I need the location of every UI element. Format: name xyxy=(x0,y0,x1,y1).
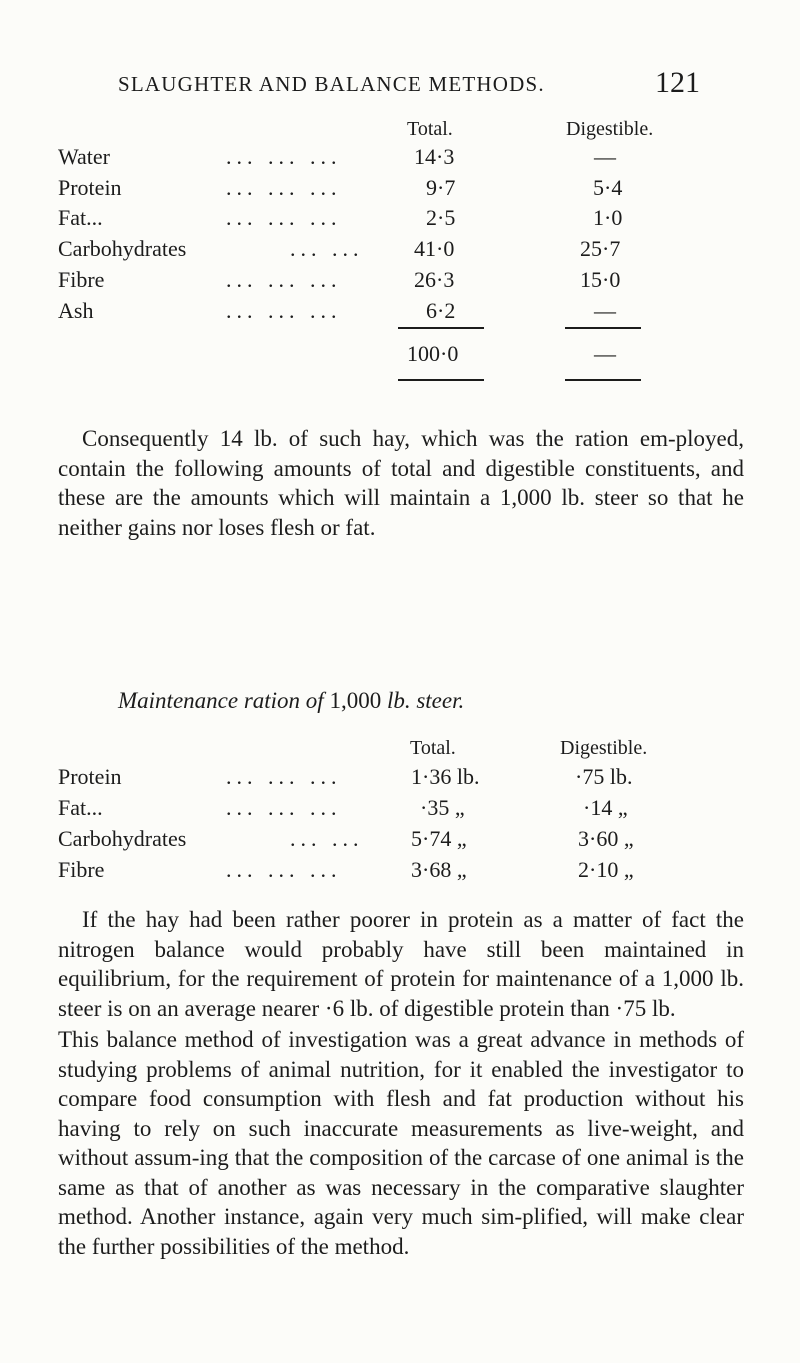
row-label: Carbohydrates xyxy=(58,826,187,851)
col-total-header: Total. xyxy=(410,737,456,759)
total-value: 41·0 xyxy=(414,236,455,261)
row-label: Fat... xyxy=(58,795,103,820)
digestible-value: — xyxy=(594,298,616,323)
row-label: Fibre xyxy=(58,267,105,292)
digestible-value: — xyxy=(594,144,616,169)
caption-text: Maintenance ration of xyxy=(118,688,330,713)
leader-dots: ... ... xyxy=(290,236,364,261)
digestible-value: 25·7 xyxy=(580,236,621,261)
row-label: Carbohydrates xyxy=(58,236,187,261)
paragraph: Consequently 14 lb. of such hay, which was the ration em-ployed, contain the following amounts of total and digestible constituents, and these are the amounts which will maintain a 1,000 lb. steer so that he neither gains nor loses flesh or fat. xyxy=(58,426,744,540)
row-label: Protein xyxy=(58,175,122,200)
total-value: 5·74 „ xyxy=(411,826,467,851)
sum-rule-total xyxy=(398,327,484,329)
total-value: 6·2 xyxy=(426,298,456,323)
running-title: SLAUGHTER AND BALANCE METHODS. xyxy=(118,72,545,96)
bottom-rule-total xyxy=(398,379,484,381)
sum-total-value: 100·0 xyxy=(407,341,459,366)
row-label: Fat... xyxy=(58,205,103,230)
col-digestible-header: Digestible. xyxy=(560,737,648,759)
caption-text: lb. steer. xyxy=(381,688,465,713)
leader-dots: ... ... ... xyxy=(226,175,342,200)
leader-dots: ... ... ... xyxy=(226,298,342,323)
sum-rule-digestible xyxy=(565,327,641,329)
row-label: Fibre xyxy=(58,857,105,882)
leader-dots: ... ... ... xyxy=(226,267,342,292)
paragraph: This balance method of investigation was a great advance in methods of studying problems of animal nutrition, for it enabled the investigator to compare food consumption with flesh and fat production without his having to rely on such inaccurate measurements as live-weight, and without assum-ing that the composition of the carcase of one animal is the same as that of another as was necessary in the comparative slaughter method. Another instance, again very much sim-plified, will make clear the further possibilities of the method. xyxy=(58,1027,744,1259)
leader-dots: ... ... ... xyxy=(226,144,342,169)
leader-dots: ... ... ... xyxy=(226,764,342,789)
digestible-value: ·14 „ xyxy=(583,795,628,820)
digestible-value: 15·0 xyxy=(580,267,621,292)
total-value: 9·7 xyxy=(426,175,456,200)
row-label: Protein xyxy=(58,764,122,789)
total-value: 3·68 „ xyxy=(411,857,467,882)
leader-dots: ... ... ... xyxy=(226,857,342,882)
table-caption xyxy=(118,688,464,714)
bottom-rule-digestible xyxy=(565,379,641,381)
sum-digestible-value: — xyxy=(594,341,616,366)
leader-dots: ... ... ... xyxy=(226,205,342,230)
digestible-value: ·75 lb. xyxy=(575,764,633,789)
row-label: Water xyxy=(58,144,110,169)
total-value: 14·3 xyxy=(414,144,455,169)
page-number: 121 xyxy=(655,66,700,99)
digestible-value: 3·60 „ xyxy=(578,826,634,851)
total-value: 26·3 xyxy=(414,267,455,292)
paragraph: If the hay had been rather poorer in protein as a matter of fact the nitrogen balance would probably have still been maintained in equilibrium, for the requirement of protein for maintenance of a 1,000 lb. steer is on an average nearer ·6 lb. of digestible protein than ·75 lb. xyxy=(58,907,744,1021)
digestible-value: 5·4 xyxy=(593,175,623,200)
digestible-value: 1·0 xyxy=(593,205,623,230)
leader-dots: ... ... ... xyxy=(226,795,342,820)
col-digestible-header: Digestible. xyxy=(566,118,654,140)
leader-dots: ... ... xyxy=(290,826,364,851)
total-value: 1·36 lb. xyxy=(411,764,480,789)
col-total-header: Total. xyxy=(407,118,453,140)
caption-number: 1,000 xyxy=(329,688,382,713)
row-label: Ash xyxy=(58,298,94,323)
digestible-value: 2·10 „ xyxy=(578,857,634,882)
total-value: ·35 „ xyxy=(420,795,465,820)
total-value: 2·5 xyxy=(426,205,456,230)
